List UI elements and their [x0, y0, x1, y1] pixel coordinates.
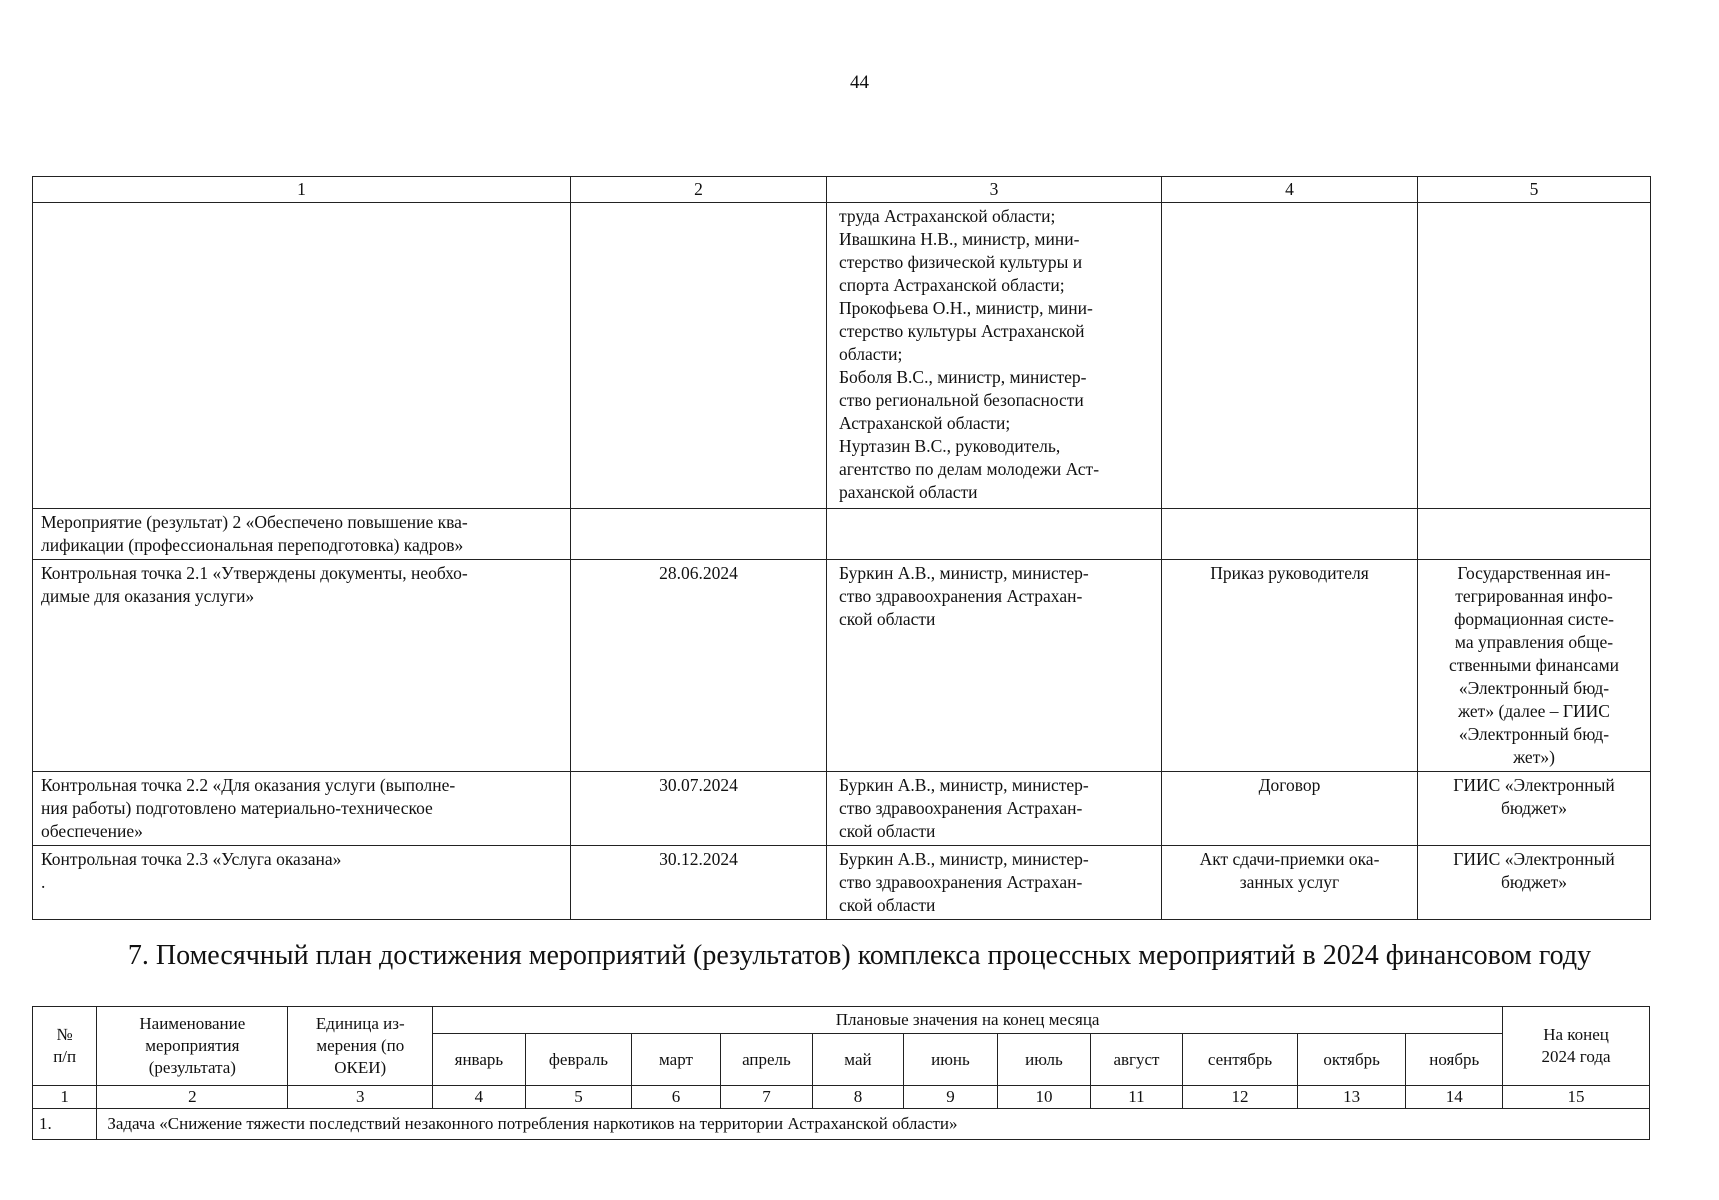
- header-planned-values: Плановые значения на конец месяца: [433, 1007, 1503, 1034]
- column-number: 8: [813, 1086, 903, 1109]
- info-system-cell: ГИИС «Электронный бюджет»: [1418, 772, 1651, 846]
- document-cell: Приказ руководителя: [1162, 560, 1418, 772]
- header-cell: 4: [1162, 177, 1418, 203]
- month-header: январь: [433, 1034, 526, 1086]
- header-row: [33, 177, 1651, 203]
- document-cell: Договор: [1162, 772, 1418, 846]
- month-header: май: [813, 1034, 903, 1086]
- column-number: 7: [720, 1086, 813, 1109]
- column-number: 2: [97, 1086, 288, 1109]
- column-number: 4: [433, 1086, 526, 1109]
- month-header: апрель: [720, 1034, 813, 1086]
- responsible-cell: Буркин А.В., министр, министер- ство здравоохранения Астрахан- ской области: [827, 560, 1162, 772]
- column-number: 1: [33, 1086, 97, 1109]
- header-cell: 5: [1418, 177, 1651, 203]
- event-name-cell: Мероприятие (результат) 2 «Обеспечено повышение ква- лификации (профессиональная переподготовка) кадров»: [33, 509, 571, 560]
- header-cell: 1: [33, 177, 571, 203]
- event-name-cell: [33, 203, 571, 509]
- responsible-cell: Буркин А.В., министр, министер- ство здравоохранения Астрахан- ской области: [827, 772, 1162, 846]
- month-header: июнь: [903, 1034, 998, 1086]
- month-header: август: [1090, 1034, 1183, 1086]
- header-unit: Единица из- мерения (по ОКЕИ): [288, 1007, 433, 1086]
- month-header: март: [632, 1034, 720, 1086]
- monthly-plan-table: [32, 1006, 1650, 1140]
- header-number: № п/п: [33, 1007, 97, 1086]
- month-header: февраль: [525, 1034, 632, 1086]
- column-numbers-row: [33, 1086, 1650, 1109]
- info-system-cell: [1418, 509, 1651, 560]
- event-name-cell: Контрольная точка 2.1 «Утверждены документы, необхо- димые для оказания услуги»: [33, 560, 571, 772]
- header-cell: 2: [571, 177, 827, 203]
- month-header: июль: [998, 1034, 1091, 1086]
- column-number: 13: [1297, 1086, 1406, 1109]
- section-title: 7. Помесячный план достижения мероприятий (результатов) комплекса процессных мероприятий в 2024 финансовом году: [127, 940, 1592, 971]
- column-number: 12: [1183, 1086, 1298, 1109]
- event-name-cell: Контрольная точка 2.2 «Для оказания услуги (выполне- ния работы) подготовлено материально-техническое обеспечение»: [33, 772, 571, 846]
- responsible-cell: [827, 509, 1162, 560]
- deadline-cell: 30.07.2024: [571, 772, 827, 846]
- deadline-cell: [571, 203, 827, 509]
- responsible-cell: Буркин А.В., министр, министер- ство здравоохранения Астрахан- ской области: [827, 846, 1162, 920]
- deadline-cell: 30.12.2024: [571, 846, 827, 920]
- header-row: [33, 1007, 1650, 1034]
- month-header: ноябрь: [1406, 1034, 1503, 1086]
- responsible-cell: труда Астраханской области; Ивашкина Н.В., министр, мини- стерство физической культуры и спорта Астраханской области; Прокофьева О.Н., министр, мини- стерство культуры Астраханской области; Боболя В.С., министр, министер- ство региональной безопасности Астраханской области; Нуртазин В.С., руководитель, агентство по делам молодежи Аст- раханской области: [827, 203, 1162, 509]
- event-name-cell: Контрольная точка 2.3 «Услуга оказана» .: [33, 846, 571, 920]
- column-number: 5: [525, 1086, 632, 1109]
- table-row: [33, 560, 1651, 772]
- document-cell: [1162, 509, 1418, 560]
- table-row: [33, 846, 1651, 920]
- table-row: [33, 509, 1651, 560]
- info-system-cell: [1418, 203, 1651, 509]
- deadline-cell: 28.06.2024: [571, 560, 827, 772]
- page-number: 44: [850, 72, 869, 93]
- document-cell: [1162, 203, 1418, 509]
- document-cell: Акт сдачи-приемки ока- занных услуг: [1162, 846, 1418, 920]
- column-number: 6: [632, 1086, 720, 1109]
- task-text: Задача «Снижение тяжести последствий незаконного потребления наркотиков на территории Астраханской области»: [97, 1109, 1650, 1140]
- column-number: 10: [998, 1086, 1091, 1109]
- header-cell: 3: [827, 177, 1162, 203]
- table-row: [33, 203, 1651, 509]
- column-number: 14: [1406, 1086, 1503, 1109]
- deadline-cell: [571, 509, 827, 560]
- month-header: октябрь: [1297, 1034, 1406, 1086]
- header-year-end: На конец 2024 года: [1503, 1007, 1650, 1086]
- task-row: [33, 1109, 1650, 1140]
- column-number: 9: [903, 1086, 998, 1109]
- column-number: 11: [1090, 1086, 1183, 1109]
- info-system-cell: Государственная ин- тегрированная инфо- формационная систе- ма управления обще- ственными финансами «Электронный бюд- жет» (далее – ГИИС «Электронный бюд- жет»): [1418, 560, 1651, 772]
- table-row: [33, 772, 1651, 846]
- column-number: 3: [288, 1086, 433, 1109]
- header-event-name: Наименование мероприятия (результата): [97, 1007, 288, 1086]
- month-header: сентябрь: [1183, 1034, 1298, 1086]
- column-number: 15: [1503, 1086, 1650, 1109]
- control-points-table: [32, 176, 1651, 920]
- task-number: 1.: [33, 1109, 97, 1140]
- info-system-cell: ГИИС «Электронный бюджет»: [1418, 846, 1651, 920]
